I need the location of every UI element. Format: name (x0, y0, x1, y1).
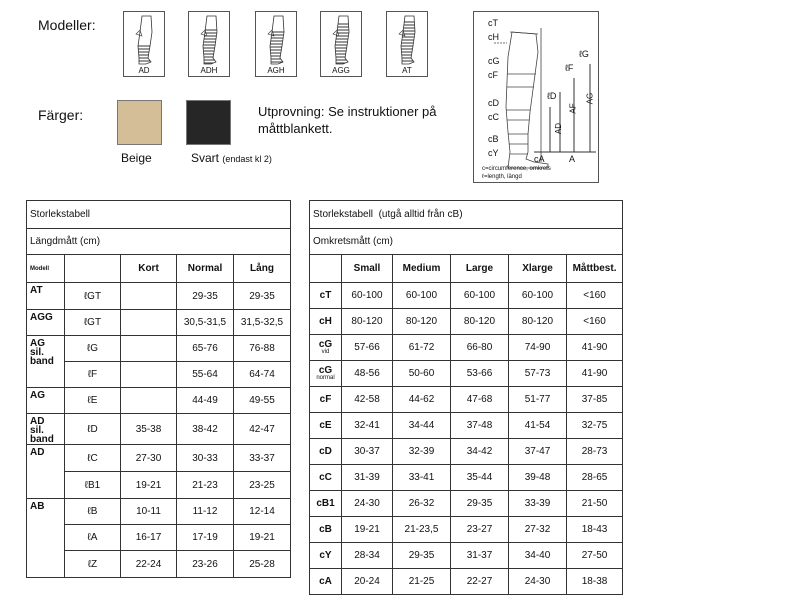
model-thumb-agh (255, 11, 297, 77)
circ-table-row (310, 465, 623, 491)
length-normal-cell: 30-33 (177, 445, 234, 472)
beige-swatch (117, 100, 162, 145)
length-table-row (27, 362, 291, 388)
fitting-note-line2: måttblankett. (258, 121, 333, 136)
diagram-lD-label: ℓD (547, 91, 557, 101)
length-table-row (27, 551, 291, 578)
length-normal-cell: 55-64 (177, 362, 234, 388)
circ-measure-cell (310, 335, 342, 361)
circ-mattbest-cell: 18-38 (567, 569, 623, 595)
circ-large-cell: 66-80 (451, 335, 509, 361)
measurement-diagram (473, 11, 599, 183)
length-table-title: Storlekstabell (27, 201, 291, 229)
circumference-size-table (309, 200, 623, 595)
circ-medium-cell: 44-62 (393, 387, 451, 413)
length-header-cell: Kort (121, 255, 177, 283)
black-swatch (186, 100, 231, 145)
circ-small-cell: 57-66 (342, 335, 393, 361)
diagram-left-label: cY (488, 148, 499, 158)
diagram-left-label: cF (488, 70, 498, 80)
length-model-cell: AGG (27, 310, 65, 336)
beige-label: Beige (121, 151, 152, 165)
circ-measure-name: cG (318, 364, 333, 376)
circ-mattbest-cell: 18-43 (567, 517, 623, 543)
length-model-cell: AG (27, 388, 65, 414)
fitting-note (258, 103, 436, 137)
length-kort-cell: 19-21 (121, 472, 177, 499)
circ-medium-cell: 33-41 (393, 465, 451, 491)
circ-header-cell: Medium (393, 255, 451, 283)
length-size-table (26, 200, 291, 578)
length-lang-cell: 76-88 (234, 336, 291, 362)
model-caption: ADH (200, 66, 218, 75)
length-measure-cell: ℓC (65, 445, 121, 472)
length-header-cell: Normal (177, 255, 234, 283)
length-normal-cell: 11-12 (177, 499, 234, 525)
circ-measure-name: cG (318, 338, 333, 350)
circ-header-cell (310, 255, 342, 283)
length-normal-cell: 17-19 (177, 525, 234, 551)
length-table-row (27, 525, 291, 551)
length-normal-cell: 30,5-31,5 (177, 310, 234, 336)
length-normal-cell: 65-76 (177, 336, 234, 362)
circ-header-cell: Xlarge (509, 255, 567, 283)
leg-icon (256, 12, 298, 68)
black-note: (endast kl 2) (222, 154, 272, 164)
circ-xlarge-cell: 34-40 (509, 543, 567, 569)
length-kort-cell (121, 310, 177, 336)
model-thumb-adh (188, 11, 230, 77)
length-table-subtitle: Längdmått (cm) (27, 229, 291, 255)
model-thumb-at (386, 11, 428, 77)
circ-mattbest-cell: 21-50 (567, 491, 623, 517)
circ-large-cell: 35-44 (451, 465, 509, 491)
length-measure-cell: ℓD (65, 414, 121, 445)
circ-large-cell: 37-48 (451, 413, 509, 439)
circ-small-cell: 60-100 (342, 283, 393, 309)
circ-measure-cell (310, 517, 342, 543)
circ-mattbest-cell: 32-75 (567, 413, 623, 439)
circ-measure-cell (310, 465, 342, 491)
model-caption: AD (138, 66, 150, 75)
circ-mattbest-cell: <160 (567, 309, 623, 335)
diagram-left-label: cG (488, 56, 500, 66)
circ-medium-cell: 21-23,5 (393, 517, 451, 543)
circ-xlarge-cell: 37-47 (509, 439, 567, 465)
model-caption: AGG (332, 66, 350, 75)
circ-measure-cell (310, 543, 342, 569)
circ-small-cell: 24-30 (342, 491, 393, 517)
length-lang-cell: 29-35 (234, 283, 291, 310)
circ-medium-cell: 34-44 (393, 413, 451, 439)
circ-table-row (310, 517, 623, 543)
circ-measure-cell (310, 439, 342, 465)
circ-xlarge-cell: 41-54 (509, 413, 567, 439)
circ-table-title (310, 201, 623, 229)
circ-measure-cell (310, 309, 342, 335)
circ-measure-cell (310, 491, 342, 517)
length-lang-cell: 49-55 (234, 388, 291, 414)
length-kort-cell (121, 388, 177, 414)
length-measure-cell: ℓGT (65, 310, 121, 336)
length-lang-cell: 12-14 (234, 499, 291, 525)
circ-xlarge-cell: 57-73 (509, 361, 567, 387)
circ-measure-name: cE (319, 420, 332, 431)
length-normal-cell: 23-26 (177, 551, 234, 578)
fitting-note-line1: Utprovning: Se instruktioner på (258, 104, 437, 119)
diagram-foot-label: cA (534, 154, 545, 164)
circ-small-cell: 19-21 (342, 517, 393, 543)
circ-mattbest-cell: 28-73 (567, 439, 623, 465)
circ-mattbest-cell: 37-85 (567, 387, 623, 413)
circ-small-cell: 42-58 (342, 387, 393, 413)
length-table-row (27, 388, 291, 414)
diagram-AG-label: AG (585, 92, 595, 105)
length-header-cell (65, 255, 121, 283)
circ-measure-note: vid (321, 348, 330, 355)
length-model-cell: AT (27, 283, 65, 310)
circ-xlarge-cell: 33-39 (509, 491, 567, 517)
length-kort-cell: 10-11 (121, 499, 177, 525)
length-normal-cell: 21-23 (177, 472, 234, 499)
length-table-row (27, 310, 291, 336)
circ-table-row (310, 283, 623, 309)
circ-table-row (310, 491, 623, 517)
circ-measure-name: cY (319, 550, 332, 561)
length-model-cell: AD sil. band (27, 414, 65, 445)
circ-medium-cell: 61-72 (393, 335, 451, 361)
circ-large-cell: 34-42 (451, 439, 509, 465)
circ-measure-name: cA (319, 576, 332, 587)
circ-table-row (310, 569, 623, 595)
length-normal-cell: 44-49 (177, 388, 234, 414)
length-measure-cell: ℓB1 (65, 472, 121, 499)
circ-small-cell: 32-41 (342, 413, 393, 439)
circ-large-cell: 23-27 (451, 517, 509, 543)
length-lang-cell: 25-28 (234, 551, 291, 578)
length-lang-cell: 31,5-32,5 (234, 310, 291, 336)
circ-xlarge-cell: 39-48 (509, 465, 567, 491)
circ-table-title-note: (utgå alltid från cB) (378, 209, 463, 220)
diagram-left-label: cB (488, 134, 499, 144)
circ-xlarge-cell: 80-120 (509, 309, 567, 335)
circ-measure-name: cB1 (316, 498, 335, 509)
model-thumb-ad (123, 11, 165, 77)
circ-header-cell: Large (451, 255, 509, 283)
length-table-row (27, 499, 291, 525)
circ-measure-cell (310, 283, 342, 309)
length-measure-cell: ℓG (65, 336, 121, 362)
length-normal-cell: 29-35 (177, 283, 234, 310)
circ-measure-name: cD (319, 446, 332, 457)
length-kort-cell: 27-30 (121, 445, 177, 472)
length-table-row (27, 283, 291, 310)
length-model-cell: AG sil. band (27, 336, 65, 388)
circ-table-row (310, 361, 623, 387)
circ-table-title-text: Storlekstabell (313, 209, 374, 220)
circ-medium-cell: 32-39 (393, 439, 451, 465)
model-caption: AT (402, 66, 412, 75)
length-measure-cell: ℓZ (65, 551, 121, 578)
length-table-row (27, 414, 291, 445)
circ-xlarge-cell: 27-32 (509, 517, 567, 543)
circ-small-cell: 20-24 (342, 569, 393, 595)
diagram-AF-label: AF (568, 103, 578, 114)
length-kort-cell (121, 336, 177, 362)
circ-large-cell: 60-100 (451, 283, 509, 309)
model-caption: AGH (267, 66, 285, 75)
length-header-cell: Modell (27, 255, 65, 283)
length-model-cell: AD (27, 445, 65, 499)
circ-large-cell: 80-120 (451, 309, 509, 335)
leg-icon (124, 12, 166, 68)
circ-mattbest-cell: 28-65 (567, 465, 623, 491)
black-label (191, 151, 272, 165)
circ-large-cell: 53-66 (451, 361, 509, 387)
circ-table-row (310, 387, 623, 413)
length-measure-cell: ℓA (65, 525, 121, 551)
circ-small-cell: 31-39 (342, 465, 393, 491)
circ-small-cell: 80-120 (342, 309, 393, 335)
circ-mattbest-cell: 41-90 (567, 361, 623, 387)
diagram-legend-line2: ℓ=length, längd (482, 174, 522, 180)
length-measure-cell: ℓE (65, 388, 121, 414)
length-kort-cell (121, 362, 177, 388)
diagram-legend-line1: c=circumference, omkrets (482, 166, 551, 172)
circ-mattbest-cell: <160 (567, 283, 623, 309)
diagram-left-label: cC (488, 112, 499, 122)
circ-medium-cell: 80-120 (393, 309, 451, 335)
circ-medium-cell: 60-100 (393, 283, 451, 309)
circ-mattbest-cell: 27-50 (567, 543, 623, 569)
circ-xlarge-cell: 74-90 (509, 335, 567, 361)
diagram-left-label: cH (488, 32, 499, 42)
length-kort-cell (121, 283, 177, 310)
black-name: Svart (191, 151, 220, 165)
diagram-AD-label: AD (554, 122, 564, 135)
length-model-cell: AB (27, 499, 65, 578)
length-measure-cell: ℓF (65, 362, 121, 388)
diagram-base-label: A (569, 154, 576, 164)
circ-medium-cell: 29-35 (393, 543, 451, 569)
length-measure-cell: ℓGT (65, 283, 121, 310)
leg-icon (189, 12, 231, 68)
circ-medium-cell: 21-25 (393, 569, 451, 595)
diagram-lF-label: ℓF (565, 63, 574, 73)
length-normal-cell: 38-42 (177, 414, 234, 445)
length-lang-cell: 23-25 (234, 472, 291, 499)
length-table-row (27, 472, 291, 499)
circ-medium-cell: 26-32 (393, 491, 451, 517)
circ-table-subtitle: Omkretsmått (cm) (310, 229, 623, 255)
length-lang-cell: 19-21 (234, 525, 291, 551)
circ-large-cell: 29-35 (451, 491, 509, 517)
circ-small-cell: 48-56 (342, 361, 393, 387)
circ-mattbest-cell: 41-90 (567, 335, 623, 361)
circ-small-cell: 28-34 (342, 543, 393, 569)
circ-table-row (310, 543, 623, 569)
diagram-lG-label: ℓG (579, 49, 589, 59)
circ-xlarge-cell: 51-77 (509, 387, 567, 413)
circ-xlarge-cell: 24-30 (509, 569, 567, 595)
length-lang-cell: 33-37 (234, 445, 291, 472)
model-thumb-agg (320, 11, 362, 77)
length-kort-cell: 16-17 (121, 525, 177, 551)
length-lang-cell: 64-74 (234, 362, 291, 388)
circ-xlarge-cell: 60-100 (509, 283, 567, 309)
diagram-left-label: cT (488, 18, 498, 28)
circ-measure-cell (310, 413, 342, 439)
models-label: Modeller: (38, 17, 96, 33)
circ-measure-name: cF (319, 394, 332, 405)
leg-icon (321, 12, 363, 68)
circ-header-cell: Måttbest. (567, 255, 623, 283)
circ-measure-cell (310, 569, 342, 595)
length-kort-cell: 22-24 (121, 551, 177, 578)
length-header-cell: Lång (234, 255, 291, 283)
circ-table-row (310, 335, 623, 361)
diagram-legend (482, 165, 551, 181)
circ-table-row (310, 309, 623, 335)
circ-large-cell: 47-68 (451, 387, 509, 413)
circ-measure-cell (310, 361, 342, 387)
circ-table-row (310, 439, 623, 465)
circ-measure-name: cH (319, 316, 332, 327)
diagram-left-label: cD (488, 98, 499, 108)
length-kort-cell: 35-38 (121, 414, 177, 445)
circ-measure-name: cB (319, 524, 332, 535)
length-measure-cell: ℓB (65, 499, 121, 525)
circ-small-cell: 30-37 (342, 439, 393, 465)
length-table-row (27, 336, 291, 362)
circ-table-row (310, 413, 623, 439)
length-lang-cell: 42-47 (234, 414, 291, 445)
circ-measure-name: cT (319, 290, 332, 301)
circ-large-cell: 22-27 (451, 569, 509, 595)
circ-medium-cell: 50-60 (393, 361, 451, 387)
circ-header-cell: Small (342, 255, 393, 283)
leg-icon (387, 12, 429, 68)
colors-label: Färger: (38, 107, 84, 123)
length-table-row (27, 445, 291, 472)
circ-measure-name: cC (319, 472, 332, 483)
circ-large-cell: 31-37 (451, 543, 509, 569)
circ-measure-cell (310, 387, 342, 413)
circ-measure-note: normal (316, 374, 335, 381)
